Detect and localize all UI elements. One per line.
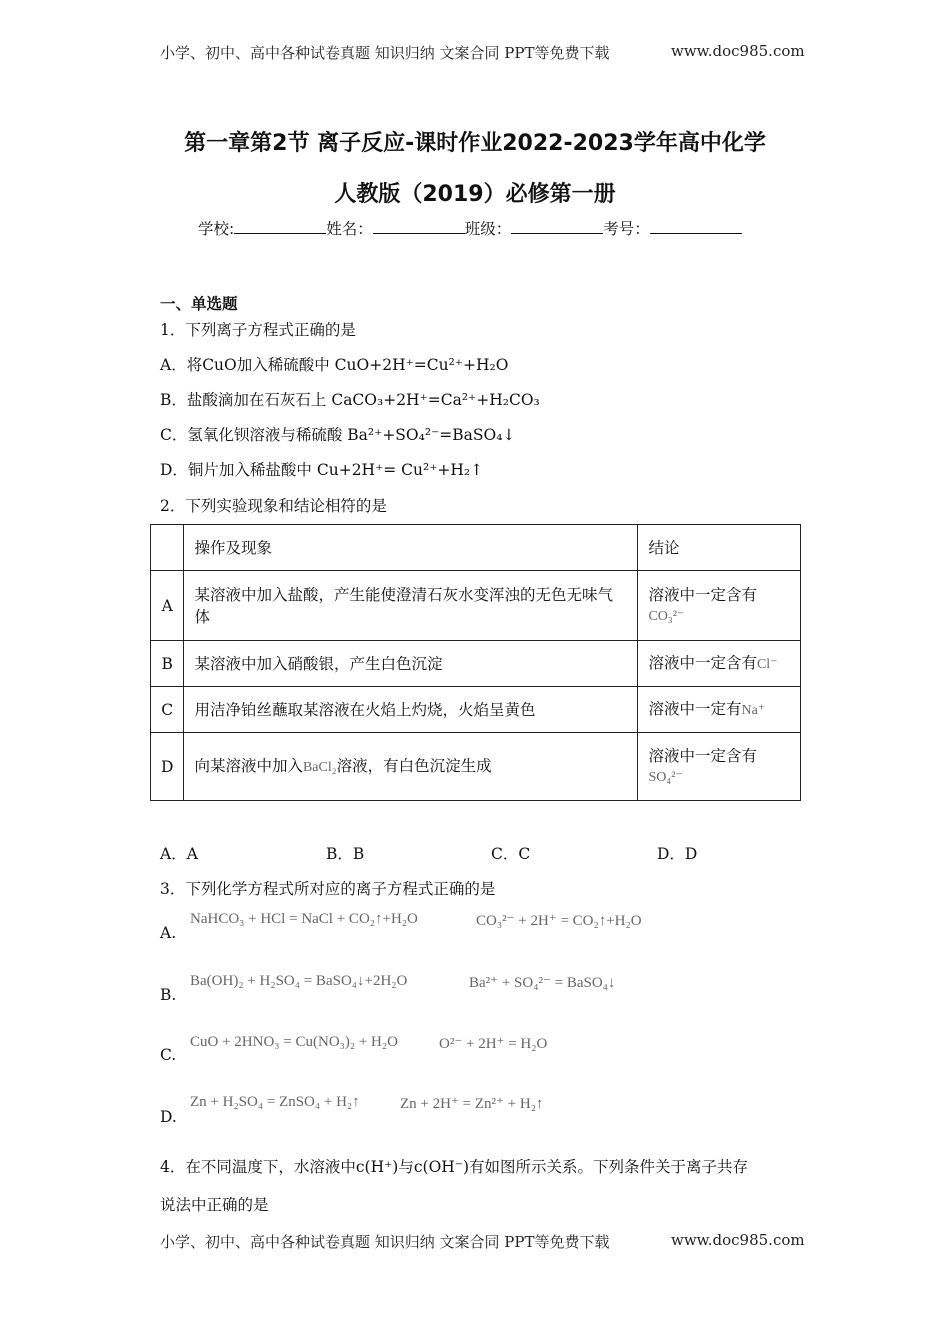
row-con [638, 733, 801, 801]
table-header-row [151, 525, 801, 571]
q1-option-c[interactable] [160, 423, 515, 445]
row-op: 某溶液中加入硝酸银，产生白色沉淀 [184, 641, 638, 687]
q1-a-eq: CuO+2H⁺=Cu²⁺+H₂O [334, 356, 509, 374]
class-label: 班级： [464, 220, 512, 238]
row-con-ion: CO₃²⁻ [648, 608, 685, 624]
q3-b-eq1: Ba(OH)₂ + H₂SO₄ = BaSO₄↓+2H₂O [190, 973, 408, 989]
table-row [151, 641, 801, 687]
row-con-text: 溶液中一定有 [648, 699, 742, 718]
q2-choice-b[interactable]: B．B [326, 845, 365, 863]
row-con-text: 溶液中一定含有 [648, 585, 757, 604]
section-title: 一、单选题 [160, 295, 238, 313]
table-row [151, 687, 801, 733]
row-con-ion: Cl⁻ [756, 656, 778, 672]
row-con [638, 687, 801, 733]
q1-option-b[interactable] [160, 388, 540, 410]
row-op-pre: 向某溶液中加入 [194, 756, 303, 775]
row-op-ion: BaCl₂ [302, 759, 337, 775]
row-key: A [151, 571, 184, 641]
row-key: B [151, 641, 184, 687]
table-head-key [151, 525, 184, 571]
q2-choice-d[interactable]: D．D [657, 845, 698, 863]
row-op: 用洁净铂丝蘸取某溶液在火焰上灼烧，火焰呈黄色 [184, 687, 638, 733]
q1-a-label: A．将CuO加入稀硫酸中 [160, 356, 335, 374]
q1-option-d[interactable] [160, 458, 483, 480]
q4-line2: 说法中正确的是 [160, 1196, 269, 1214]
row-key: D [151, 733, 184, 801]
q1-d-label: D．铜片加入稀盐酸中 [160, 461, 317, 479]
name-label: 姓名： [326, 220, 373, 238]
number-blank[interactable] [650, 219, 742, 234]
row-op [184, 733, 638, 801]
header-text: 小学、初中、高中各种试卷真题 知识归纳 文案合同 PPT等免费下载 [160, 44, 610, 62]
q3-a-eq2: CO₃²⁻ + 2H⁺ = CO₂↑+H₂O [476, 913, 642, 929]
q1-b-eq: CaCO₃+2H⁺=Ca²⁺+H₂CO₃ [331, 391, 540, 409]
q3-b-eq2: Ba²⁺ + SO₄²⁻ = BaSO₄↓ [469, 975, 616, 991]
q1-option-a[interactable] [160, 353, 508, 375]
q1-stem: 1．下列离子方程式正确的是 [160, 321, 356, 339]
row-con-ion: Na⁺ [741, 702, 766, 718]
q3-b-label[interactable]: B. [160, 986, 177, 1004]
name-blank[interactable] [373, 219, 465, 234]
q3-a-label[interactable]: A. [160, 924, 177, 942]
q2-choice-a[interactable]: A．A [160, 845, 198, 863]
header-url[interactable]: www.doc985.com [671, 42, 805, 60]
footer-url[interactable]: www.doc985.com [671, 1231, 805, 1249]
row-op: 某溶液中加入盐酸，产生能使澄清石灰水变浑浊的无色无味气体 [184, 571, 638, 641]
doc-title-line2: 人教版（2019）必修第一册 [334, 182, 616, 207]
q3-c-eq1: CuO + 2HNO₃ = Cu(NO₃)₂ + H₂O [190, 1034, 398, 1050]
q4-line1: 4．在不同温度下，水溶液中c(H⁺)与c(OH⁻)有如图所示关系。下列条件关于离子共存 [160, 1158, 749, 1176]
q3-d-eq2: Zn + 2H⁺ = Zn²⁺ + H₂↑ [400, 1096, 544, 1112]
row-con-text: 溶液中一定含有 [648, 746, 757, 765]
table-row [151, 571, 801, 641]
q2-table [150, 524, 801, 801]
q3-d-eq1: Zn + H₂SO₄ = ZnSO₄ + H₂↑ [190, 1094, 360, 1110]
row-con-text: 溶液中一定含有 [648, 653, 757, 672]
info-line [198, 217, 742, 239]
q1-c-eq: Ba²⁺+SO₄²⁻=BaSO₄↓ [347, 426, 516, 444]
table-head-op: 操作及现象 [184, 525, 638, 571]
footer-text: 小学、初中、高中各种试卷真题 知识归纳 文案合同 PPT等免费下载 [160, 1233, 610, 1251]
table-head-con: 结论 [638, 525, 801, 571]
number-label: 考号： [603, 220, 650, 238]
row-op-post: 溶液，有白色沉淀生成 [336, 756, 492, 775]
row-key: C [151, 687, 184, 733]
row-con-ion: SO₄²⁻ [648, 769, 683, 785]
school-blank[interactable] [234, 219, 326, 234]
q3-a-eq1: NaHCO₃ + HCl = NaCl + CO₂↑+H₂O [190, 911, 418, 927]
q2-stem: 2．下列实验现象和结论相符的是 [160, 497, 387, 515]
q3-stem: 3．下列化学方程式所对应的离子方程式正确的是 [160, 880, 496, 898]
doc-title-line1: 第一章第2节 离子反应-课时作业2022-2023学年高中化学 [184, 131, 766, 156]
row-con [638, 571, 801, 641]
school-label: 学校: [198, 220, 235, 238]
q1-b-label: B．盐酸滴加在石灰石上 [160, 391, 332, 409]
row-con [638, 641, 801, 687]
q3-d-label[interactable]: D. [160, 1108, 177, 1126]
q1-c-label: C．氢氧化钡溶液与稀硫酸 [160, 426, 348, 444]
q1-d-eq: Cu+2H⁺= Cu²⁺+H₂↑ [316, 461, 484, 479]
q2-choice-c[interactable]: C．C [491, 845, 531, 863]
class-blank[interactable] [511, 219, 603, 234]
q3-c-label[interactable]: C. [160, 1046, 177, 1064]
table-row [151, 733, 801, 801]
q3-c-eq2: O²⁻ + 2H⁺ = H₂O [439, 1036, 548, 1052]
